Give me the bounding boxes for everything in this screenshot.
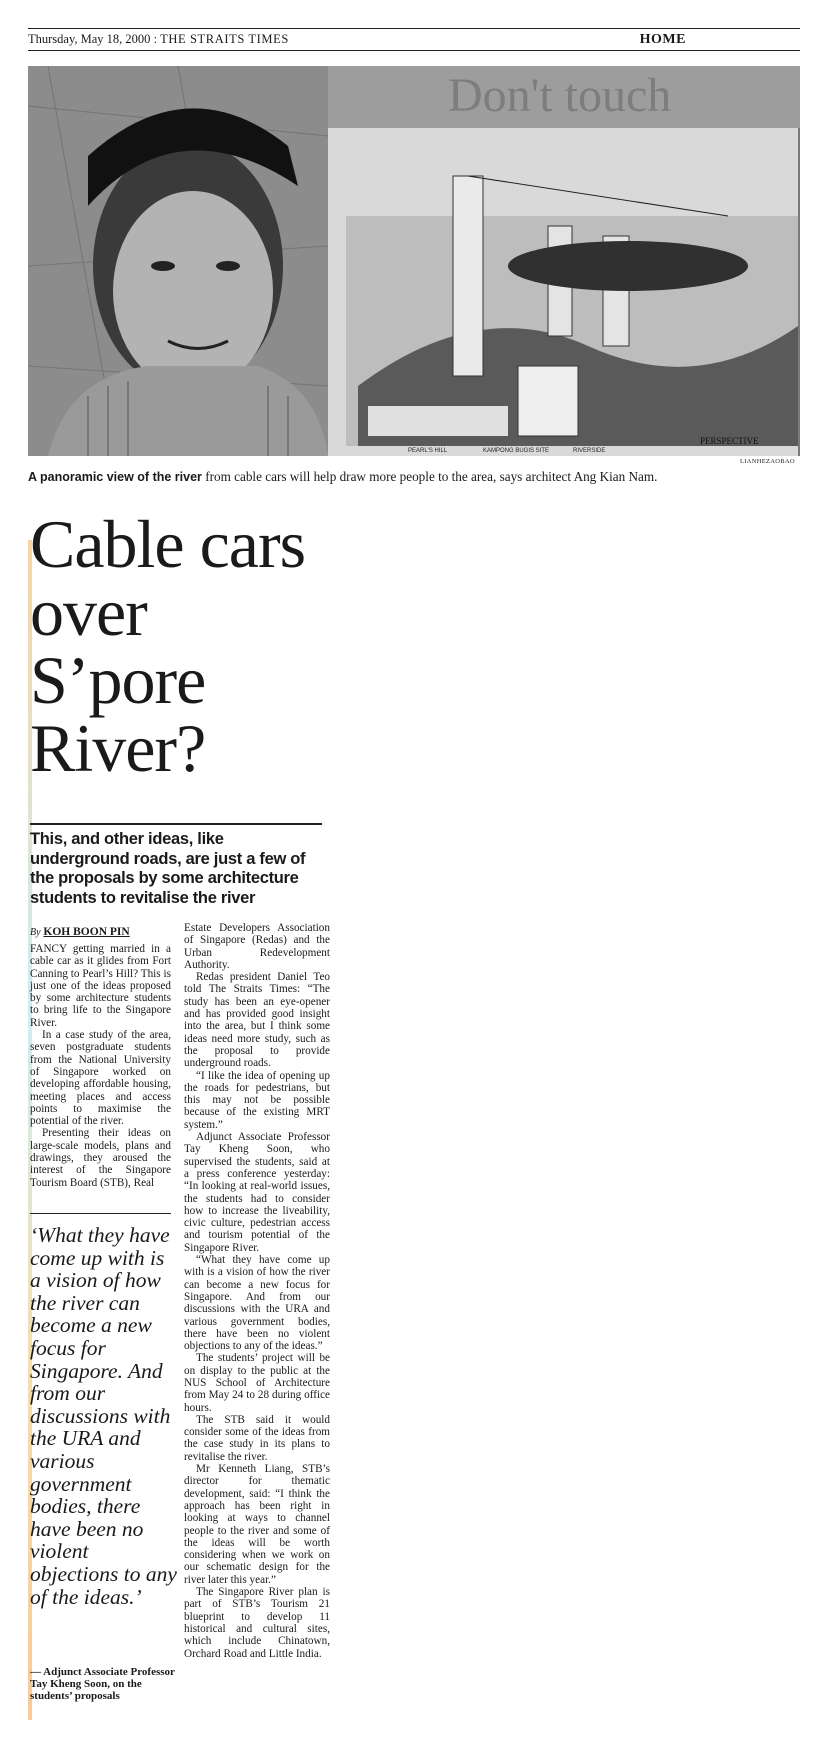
article-column-2 [184, 922, 330, 1660]
paragraph: The Singapore River plan is part of STB’s Tourism 21 blueprint to develop 11 historical and cultural sites, which include Chinatown, Orchard Road and Little India. [184, 1586, 330, 1660]
panel-label-kampong: KAMPONG BUGIS SITE [483, 448, 550, 454]
pullquote-rule [30, 1213, 171, 1214]
paragraph: Presenting their ideas on large-scale models, plans and drawings, they aroused the interest of the Singapore Tourism Board (STB), Real [30, 1127, 171, 1189]
header-dateline: Thursday, May 18, 2000 : THE STRAITS TIMES [28, 32, 289, 46]
paragraph: The STB said it would consider some of the ideas from the case study in its plans to revitalise the river. [184, 1413, 330, 1463]
photo-caption [28, 469, 788, 485]
pull-quote: ‘What they have come up with is a vision of how the river can become a new focus for Singapore. And from our discussions with the URA and various government bodies, there have been no violent objections to any of the ideas.’ [30, 1223, 177, 1609]
publication-name: THE STRAITS TIMES [160, 32, 289, 46]
issue-date: Thursday, May 18, 2000 [28, 32, 151, 46]
section-label: HOME [639, 32, 686, 47]
article-photo [28, 66, 800, 456]
byline-author: KOH BOON PIN [43, 926, 130, 938]
paragraph: Redas president Daniel Teo told The Straits Times: “The study has been an eye-opener and has provided good insight into the area, but I think some ideas need more study, such as the proposal to provide underground roads. [184, 971, 330, 1070]
paragraph: The students’ project will be on display to the public at the NUS School of Architecture from May 24 to 28 during office hours. [184, 1352, 330, 1414]
article-column-1 [30, 943, 171, 1189]
paragraph: Mr Kenneth Liang, STB’s director for thematic development, said: “I think the approach has been right in looking at ways to channel people to the river and some of the ideas will be worth considering when we work on our schematic design for the river later this year.” [184, 1463, 330, 1586]
photo-illustration [28, 66, 800, 456]
photo-credit: LIANHEZAOBAO [740, 458, 795, 465]
pull-quote-attribution: — Adjunct Associate Professor Tay Kheng Soon, on the students’ proposals [30, 1666, 175, 1702]
header-rule-top [28, 28, 800, 29]
deck-rule [30, 823, 322, 825]
paragraph: FANCY getting married in a cable car as it glides from Fort Canning to Pearl’s Hill? This is just one of the ideas proposed by some architecture students to bring life to the Singapore River. [30, 943, 171, 1029]
standfirst: This, and other ideas, like underground roads, are just a few of the proposals by some architecture students to revitalise the river [30, 830, 306, 907]
svg-text:Don't touch: Don't touch [448, 69, 672, 122]
paragraph: “I like the idea of opening up the roads for pedestrians, but this may not be possible because of the existing MRT system.” [184, 1069, 330, 1131]
panel-label-riverside: RIVERSIDE [573, 448, 606, 454]
byline: By KOH BOON PIN [30, 926, 130, 938]
paragraph: Estate Developers Association of Singapore (Redas) and the Urban Redevelopment Authority. [184, 922, 330, 971]
panel-label-pearls-hill: PEARL'S HILL [408, 448, 448, 454]
panel-label-perspective: PERSPECTIVE [700, 436, 759, 446]
paragraph: In a case study of the area, seven postgraduate students from the National University of Singapore worked on developing affordable housing, meeting places and access points to maximise the potential of the river. [30, 1029, 171, 1128]
caption-text: from cable cars will help draw more people to the area, says architect Ang Kian Nam. [201, 469, 658, 484]
header-rule-bottom [28, 50, 800, 51]
paragraph: Adjunct Associate Professor Tay Kheng Soon, who supervised the students, said at a press conference yesterday: “In looking at real-world issues, the students had to consider how to increase the liveability, civic culture, pedestrian access and tourism potential of the Singapore River. [184, 1131, 330, 1254]
caption-lead: A panoramic view of the river [28, 470, 202, 484]
paragraph: “What they have come up with is a vision of how the river can become a new focus for Singapore. And from our discussions with the URA and various government bodies, there have been no violent objections to any of the ideas.” [184, 1254, 330, 1353]
headline: Cable cars over S’pore River? [30, 506, 306, 786]
